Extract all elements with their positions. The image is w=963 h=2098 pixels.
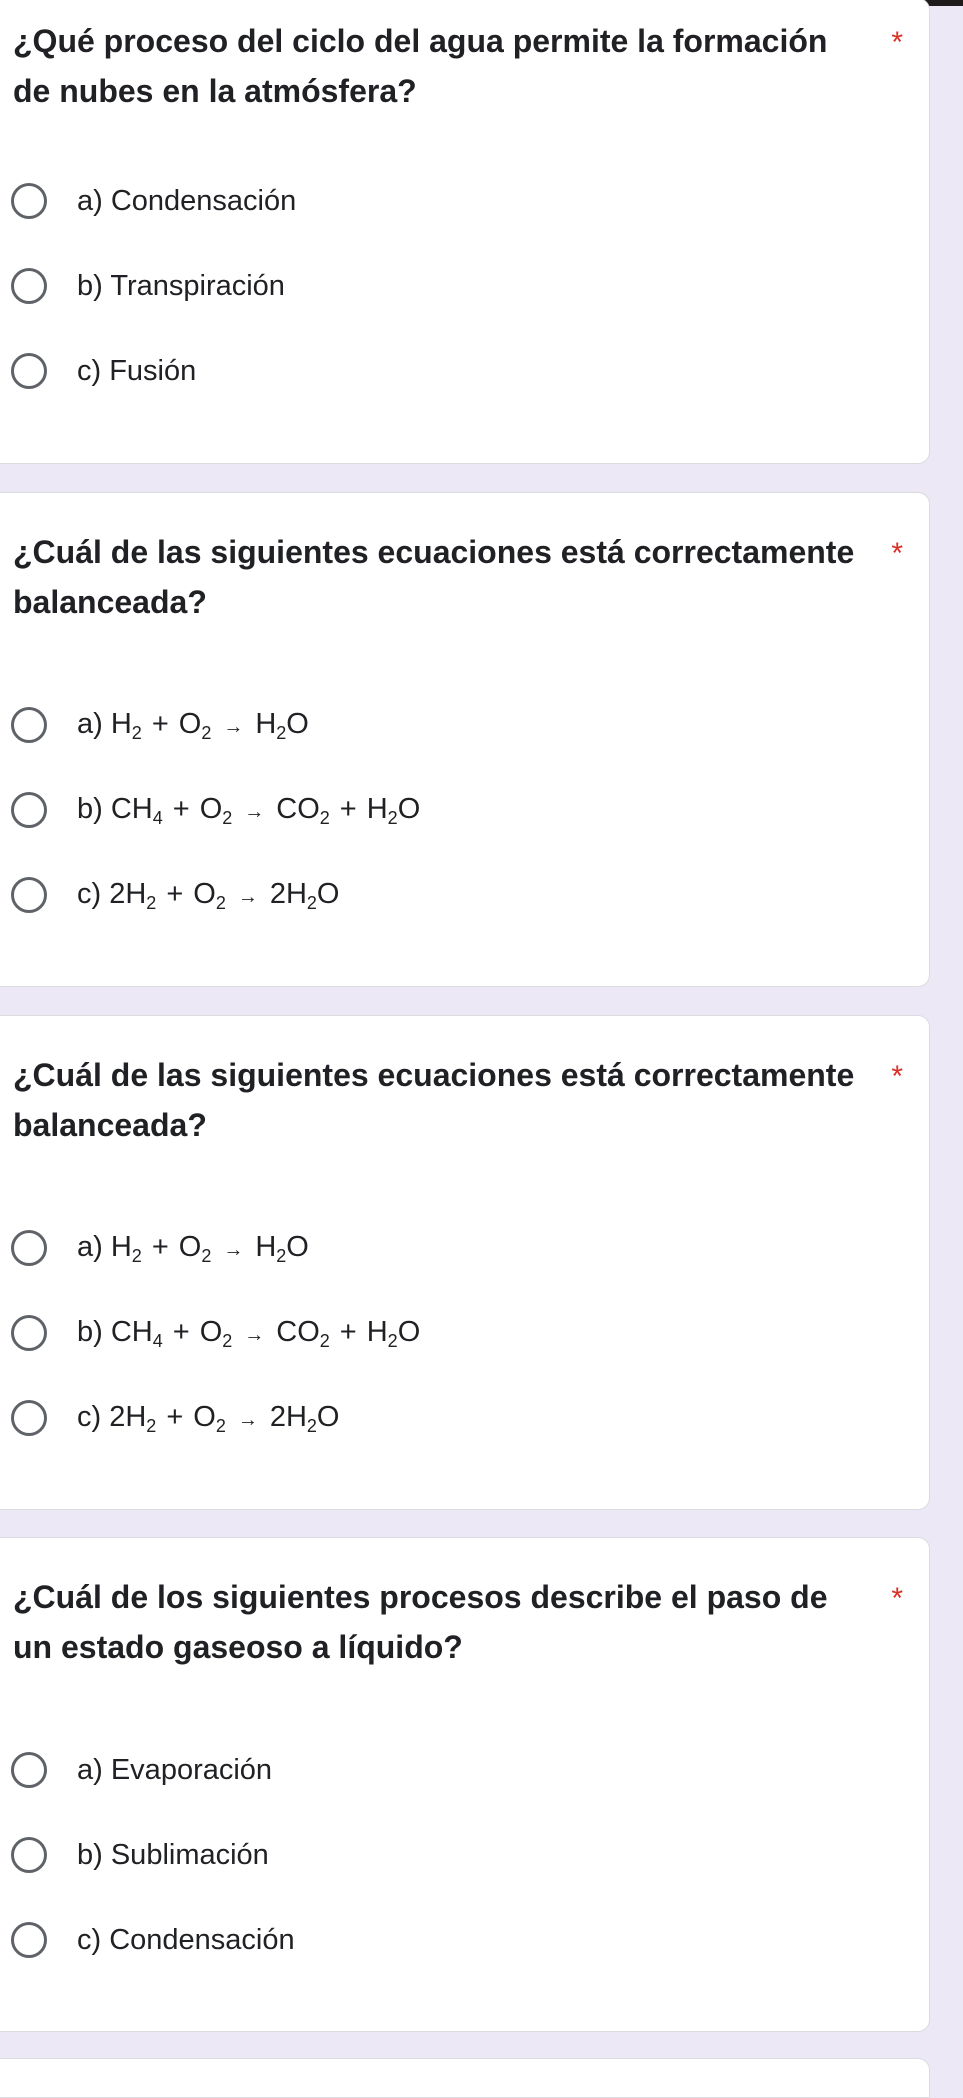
option-fusion[interactable] (11, 349, 196, 393)
option-a[interactable] (11, 1226, 309, 1270)
option-label: b) Transpiración (77, 270, 285, 302)
radio-button-unchecked-icon[interactable] (11, 1230, 47, 1266)
question-title: ¿Cuál de los siguientes procesos describe el paso de un estado gaseoso a líquido? (13, 1579, 828, 1665)
question-title: ¿Qué proceso del ciclo del agua permite la formación de nubes en la atmósfera? (13, 23, 828, 109)
radio-button-unchecked-icon[interactable] (11, 1400, 47, 1436)
option-label: b) Sublimación (77, 1839, 269, 1871)
question-title: ¿Cuál de las siguientes ecuaciones está correctamente balanceada? (13, 534, 855, 620)
option-evaporacion[interactable] (11, 1748, 272, 1792)
option-label: a) Condensación (77, 185, 297, 217)
option-c[interactable] (11, 873, 339, 917)
radio-button-unchecked-icon[interactable] (11, 268, 47, 304)
radio-button-unchecked-icon[interactable] (11, 1922, 47, 1958)
question-card-3 (0, 1015, 930, 1510)
option-b[interactable] (11, 1311, 420, 1355)
option-label: b) $CH_4 + O_2 \to CO_2 + H_2O$ (77, 792, 421, 828)
radio-button-unchecked-icon[interactable] (11, 792, 47, 828)
question-title: ¿Cuál de las siguientes ecuaciones está correctamente balanceada? (13, 1057, 855, 1143)
option-label: a) $H_2 + O_2 \to H_2O$ (77, 1230, 309, 1266)
radio-button-unchecked-icon[interactable] (11, 183, 47, 219)
required-asterisk: * (891, 26, 903, 59)
option-c[interactable] (11, 1396, 339, 1440)
option-label: c) $2H_2 + O_2 \to 2H_2O$ (77, 1400, 340, 1436)
option-label: c) Condensación (77, 1924, 295, 1956)
option-condensacion[interactable] (11, 1918, 295, 1962)
required-asterisk: * (891, 537, 903, 570)
next-question-card-edge (0, 2058, 930, 2098)
option-label: c) $2H_2 + O_2 \to 2H_2O$ (77, 877, 340, 913)
option-condensacion[interactable] (11, 179, 296, 223)
radio-button-unchecked-icon[interactable] (11, 1837, 47, 1873)
question-card-1 (0, 0, 930, 464)
radio-button-unchecked-icon[interactable] (11, 707, 47, 743)
option-label: a) $H_2 + O_2 \to H_2O$ (77, 707, 309, 743)
required-asterisk: * (891, 1060, 903, 1093)
required-asterisk: * (891, 1582, 903, 1615)
option-sublimacion[interactable] (11, 1833, 269, 1877)
question-card-2 (0, 492, 930, 987)
option-label: c) Fusión (77, 355, 197, 387)
radio-button-unchecked-icon[interactable] (11, 1752, 47, 1788)
radio-button-unchecked-icon[interactable] (11, 877, 47, 913)
radio-button-unchecked-icon[interactable] (11, 1315, 47, 1351)
option-label: a) Evaporación (77, 1754, 273, 1786)
option-a[interactable] (11, 703, 309, 747)
option-b[interactable] (11, 788, 420, 832)
option-label: b) $CH_4 + O_2 \to CO_2 + H_2O$ (77, 1315, 421, 1351)
question-card-4 (0, 1537, 930, 2032)
radio-button-unchecked-icon[interactable] (11, 353, 47, 389)
option-transpiracion[interactable] (11, 264, 285, 308)
